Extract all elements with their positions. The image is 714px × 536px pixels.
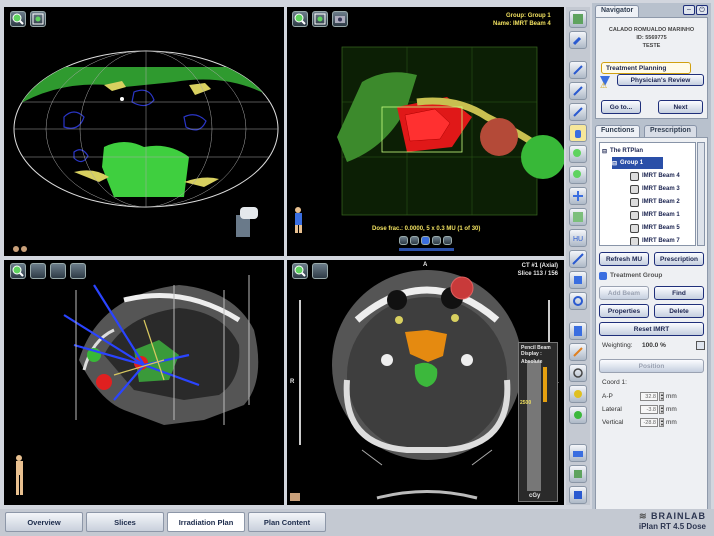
orientation-right: R (290, 379, 295, 385)
next-button[interactable]: Next (658, 100, 703, 114)
name-value: IMRT Beam 4 (513, 21, 551, 27)
tree-beam-label: IMRT Beam 3 (642, 186, 680, 192)
zoom-in-icon[interactable] (292, 263, 308, 279)
tree-root-label: The RTPlan (610, 148, 644, 154)
beam-edit-icon[interactable] (569, 61, 587, 79)
sync-icon[interactable] (569, 292, 587, 310)
delete-button[interactable]: Delete (654, 304, 704, 318)
measure-icon[interactable] (569, 250, 587, 268)
wrench-icon[interactable] (569, 31, 587, 49)
power-icon[interactable]: ⏻ (696, 5, 708, 15)
patient-name: CALADO ROMUALDO MARINHO (608, 27, 695, 33)
list-icon[interactable] (696, 341, 705, 350)
beam-icon (630, 224, 639, 233)
viewport-axial-ct[interactable] (287, 260, 564, 505)
coord-vertical-input[interactable]: -28.8 (640, 418, 658, 427)
properties-button[interactable]: Properties (599, 304, 649, 318)
settings-icon[interactable] (50, 263, 66, 279)
beam-playback-controls (399, 236, 452, 245)
bottom-bar (0, 509, 714, 536)
contour-icon[interactable] (569, 364, 587, 382)
rotate-icon[interactable] (312, 263, 328, 279)
tree-beam[interactable] (630, 235, 680, 246)
tree-beam[interactable] (630, 196, 680, 208)
tab-plan-content[interactable]: Plan Content (248, 512, 326, 532)
minimize-icon[interactable]: – (683, 5, 695, 15)
view-tools-strip (566, 7, 590, 505)
tree-beam-label: IMRT Beam 1 (642, 212, 680, 218)
step-physicians-review[interactable]: Physician's Review (617, 74, 704, 86)
dose-scale-bar[interactable] (527, 361, 541, 491)
tree-beam[interactable] (630, 183, 680, 195)
dose-scale-value: 2500 (520, 400, 532, 406)
goto-button[interactable]: Go to... (601, 100, 641, 114)
plan-tree[interactable] (599, 142, 696, 246)
tab-slices[interactable]: Slices (86, 512, 164, 532)
layout-icon[interactable] (569, 10, 587, 28)
zoom-in-icon[interactable] (10, 11, 26, 27)
dose-fraction-text: Dose frac.: 0.0000, 5 x 0.3 MU (1 of 30) (372, 226, 481, 232)
brainlab-logo-icon: ≋ (638, 511, 651, 521)
tree-root[interactable]: ⊟ The RTPlan (602, 148, 644, 155)
coord-vertical-unit: mm (666, 419, 677, 426)
save-icon[interactable] (569, 486, 587, 504)
beam-icon (630, 198, 639, 207)
tree-beam-label: IMRT Beam 4 (642, 173, 680, 179)
slice-indicator: Slice 113 / 156 (517, 271, 558, 277)
beam-icon (630, 172, 639, 181)
tree-beam[interactable] (630, 222, 680, 234)
dose-scale-unit: cGy (529, 493, 541, 499)
viewport-3d-view[interactable] (4, 260, 284, 505)
coord-lateral-label: Lateral (602, 406, 622, 413)
tree-group[interactable]: ⊟ Group 1 (612, 157, 663, 169)
name-label: Name: (493, 21, 512, 27)
coord-title: Coord 1: (602, 379, 627, 386)
coord-lateral-unit: mm (666, 406, 677, 413)
viewport-sphere-projection[interactable] (4, 7, 284, 256)
zoom-in-icon[interactable] (10, 263, 26, 279)
group-label: Group: (506, 13, 527, 19)
weighting-label: Weighting: (602, 342, 633, 349)
reset-imrt-button[interactable]: Reset IMRT (599, 322, 704, 336)
patient-id: ID: 5569775 (636, 35, 667, 41)
fit-view-icon[interactable] (30, 11, 46, 27)
next-beam-icon[interactable] (432, 236, 441, 245)
add-beam-button[interactable]: Add Beam (599, 286, 649, 300)
beam-icon (630, 237, 639, 246)
svg-text:HU: HU (573, 236, 584, 243)
camera-icon[interactable] (332, 11, 348, 27)
slice-up-icon[interactable] (569, 271, 587, 289)
beam-add-icon[interactable] (569, 82, 587, 100)
coord-vertical-spinner[interactable]: ▲ ▼ (660, 418, 664, 427)
group-icon (599, 272, 607, 280)
print-icon[interactable] (569, 444, 587, 462)
coord-lateral-spinner[interactable]: ▲ ▼ (660, 405, 664, 414)
tab-irradiation-plan[interactable]: Irradiation Plan (167, 512, 245, 532)
prev-beam-icon[interactable] (410, 236, 419, 245)
tree-beam-label: IMRT Beam 5 (642, 225, 680, 231)
viewport-beams-eye-view[interactable] (287, 7, 564, 256)
dose-scale-panel (518, 342, 558, 502)
dose-scale-handle[interactable] (543, 367, 547, 402)
dose-scale-display: Display : Absolute (521, 351, 543, 365)
tree-beam-label: IMRT Beam 7 (642, 238, 680, 244)
beam-move-icon[interactable] (569, 103, 587, 121)
beam-progress-bar[interactable] (399, 248, 454, 251)
report-icon[interactable] (569, 322, 587, 340)
export-icon[interactable] (569, 465, 587, 483)
window-level-icon[interactable] (569, 208, 587, 226)
product-name: iPlan RT 4.5 Dose (638, 522, 706, 531)
first-beam-icon[interactable] (399, 236, 408, 245)
beam-icon (630, 185, 639, 194)
coord-ap-input[interactable]: 32.8 (640, 392, 658, 401)
tab-prescription[interactable]: Prescription (644, 125, 697, 137)
brand-logo (639, 511, 706, 531)
hu-icon[interactable] (569, 229, 587, 247)
orientation-anterior: A (423, 262, 428, 268)
target-icon[interactable] (569, 406, 587, 424)
hand-icon[interactable] (569, 124, 587, 142)
fit-view-icon[interactable] (312, 11, 328, 27)
sphere-projection-graphic (4, 7, 284, 256)
tree-group-label: Group 1 (620, 160, 644, 166)
tree-beam[interactable] (630, 209, 680, 221)
zoom-in-icon[interactable] (292, 11, 308, 27)
tree-beam[interactable] (630, 170, 680, 182)
tree-beam-label: IMRT Beam 2 (642, 199, 680, 205)
coord-vertical-label: Vertical (602, 419, 624, 426)
beam-icon (630, 211, 639, 220)
coord-ap-unit: mm (666, 393, 677, 400)
dose-icon[interactable] (569, 385, 587, 403)
navigator-title: Navigator (595, 5, 639, 17)
zoom-out-icon[interactable] (569, 166, 587, 184)
last-beam-icon[interactable] (443, 236, 452, 245)
refresh-mu-button[interactable]: Refresh MU (599, 252, 649, 266)
beams-eye-graphic (287, 7, 564, 256)
navigator-box (595, 17, 708, 119)
patient-note: TESTE (642, 43, 661, 49)
pencil-icon[interactable] (569, 343, 587, 361)
coord-ap-spinner[interactable]: ▲ ▼ (660, 392, 664, 401)
tree-scrollbar[interactable] (697, 142, 705, 246)
right-panel (592, 3, 711, 513)
functions-panel (595, 137, 708, 513)
play-icon[interactable] (421, 236, 430, 245)
clip-icon[interactable] (70, 263, 86, 279)
position-button[interactable]: Position (599, 359, 704, 373)
treatment-group-label: Treatment Group (610, 272, 663, 279)
warning-icon: ⚠ (600, 81, 608, 90)
ct-series-title: CT #1 (Axial) (521, 263, 558, 269)
group-value: Group 1 (527, 13, 551, 19)
zoom-icon[interactable] (569, 145, 587, 163)
3d-head-graphic (4, 260, 284, 505)
dose-scale-title: Pencil Beam (521, 345, 551, 351)
pan-icon[interactable] (569, 187, 587, 205)
coord-ap-label: A-P (602, 393, 613, 400)
brand-name: BRAINLAB (651, 511, 706, 521)
find-button[interactable]: Find (654, 286, 704, 300)
rotate-icon[interactable] (30, 263, 46, 279)
step-treatment-planning[interactable]: Treatment Planning (601, 62, 691, 74)
tab-functions[interactable]: Functions (595, 125, 640, 137)
weighting-value: 100.0 % (642, 342, 666, 349)
coord-lateral-input[interactable]: -3.8 (640, 405, 658, 414)
prescription-button[interactable]: Prescription (654, 252, 704, 266)
tab-overview[interactable]: Overview (5, 512, 83, 532)
